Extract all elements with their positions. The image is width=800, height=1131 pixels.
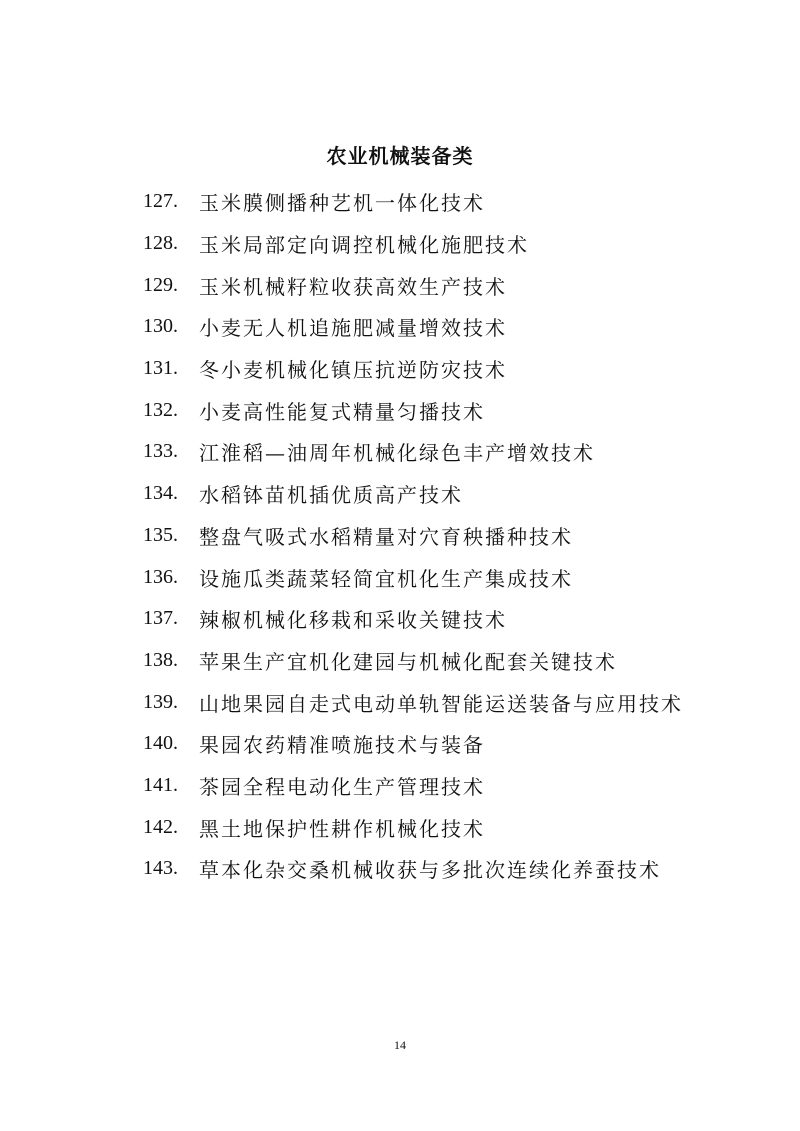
- item-text: 江淮稻—油周年机械化绿色丰产增效技术: [199, 441, 595, 466]
- item-text: 黑土地保护性耕作机械化技术: [199, 816, 485, 841]
- item-number: 131.: [143, 357, 178, 380]
- item-number: 135.: [143, 523, 178, 546]
- list-item: [143, 806, 683, 848]
- item-number: 127.: [143, 190, 178, 213]
- list-item: [143, 765, 683, 807]
- list-item: [143, 556, 683, 598]
- item-text: 茶园全程电动化生产管理技术: [199, 774, 485, 799]
- item-number: 128.: [143, 232, 178, 255]
- item-text: 玉米机械籽粒收获高效生产技术: [199, 274, 507, 299]
- item-number: 132.: [143, 398, 178, 421]
- list-item: [143, 723, 683, 765]
- list-item: [143, 848, 683, 890]
- item-text: 辣椒机械化移栽和采收关键技术: [199, 608, 507, 633]
- item-text: 小麦无人机追施肥减量增效技术: [199, 316, 507, 341]
- list-item: [143, 640, 683, 682]
- list-item: [143, 681, 683, 723]
- list-item: [143, 306, 683, 348]
- item-number: 136.: [143, 565, 178, 588]
- item-number: 142.: [143, 815, 178, 838]
- item-number: 140.: [143, 732, 178, 755]
- technology-list: [143, 181, 683, 890]
- item-text: 玉米局部定向调控机械化施肥技术: [199, 233, 529, 258]
- list-item: [143, 223, 683, 265]
- item-text: 冬小麦机械化镇压抗逆防灾技术: [199, 358, 507, 383]
- item-number: 130.: [143, 315, 178, 338]
- list-item: [143, 181, 683, 223]
- item-number: 141.: [143, 773, 178, 796]
- item-text: 山地果园自走式电动单轨智能运送装备与应用技术: [199, 691, 683, 716]
- list-item: [143, 348, 683, 390]
- item-number: 134.: [143, 482, 178, 505]
- item-text: 小麦高性能复式精量匀播技术: [199, 399, 485, 424]
- item-text: 水稻钵苗机插优质高产技术: [199, 483, 463, 508]
- item-number: 133.: [143, 440, 178, 463]
- list-item: [143, 264, 683, 306]
- list-item: [143, 431, 683, 473]
- item-text: 果园农药精准喷施技术与装备: [199, 733, 485, 758]
- item-text: 设施瓜类蔬菜轻简宜机化生产集成技术: [199, 566, 573, 591]
- item-number: 143.: [143, 857, 178, 880]
- list-item: [143, 515, 683, 557]
- list-item: [143, 389, 683, 431]
- list-item: [143, 598, 683, 640]
- item-number: 139.: [143, 690, 178, 713]
- item-text: 草本化杂交桑机械收获与多批次连续化养蚕技术: [199, 858, 661, 883]
- item-text: 苹果生产宜机化建园与机械化配套关键技术: [199, 649, 617, 674]
- list-item: [143, 473, 683, 515]
- page-number: 14: [394, 1038, 406, 1052]
- section-title: 农业机械装备类: [326, 144, 474, 168]
- item-number: 129.: [143, 273, 178, 296]
- item-number: 138.: [143, 648, 178, 671]
- item-number: 137.: [143, 607, 178, 630]
- item-text: 玉米膜侧播种艺机一体化技术: [199, 191, 485, 216]
- item-text: 整盘气吸式水稻精量对穴育秧播种技术: [199, 524, 573, 549]
